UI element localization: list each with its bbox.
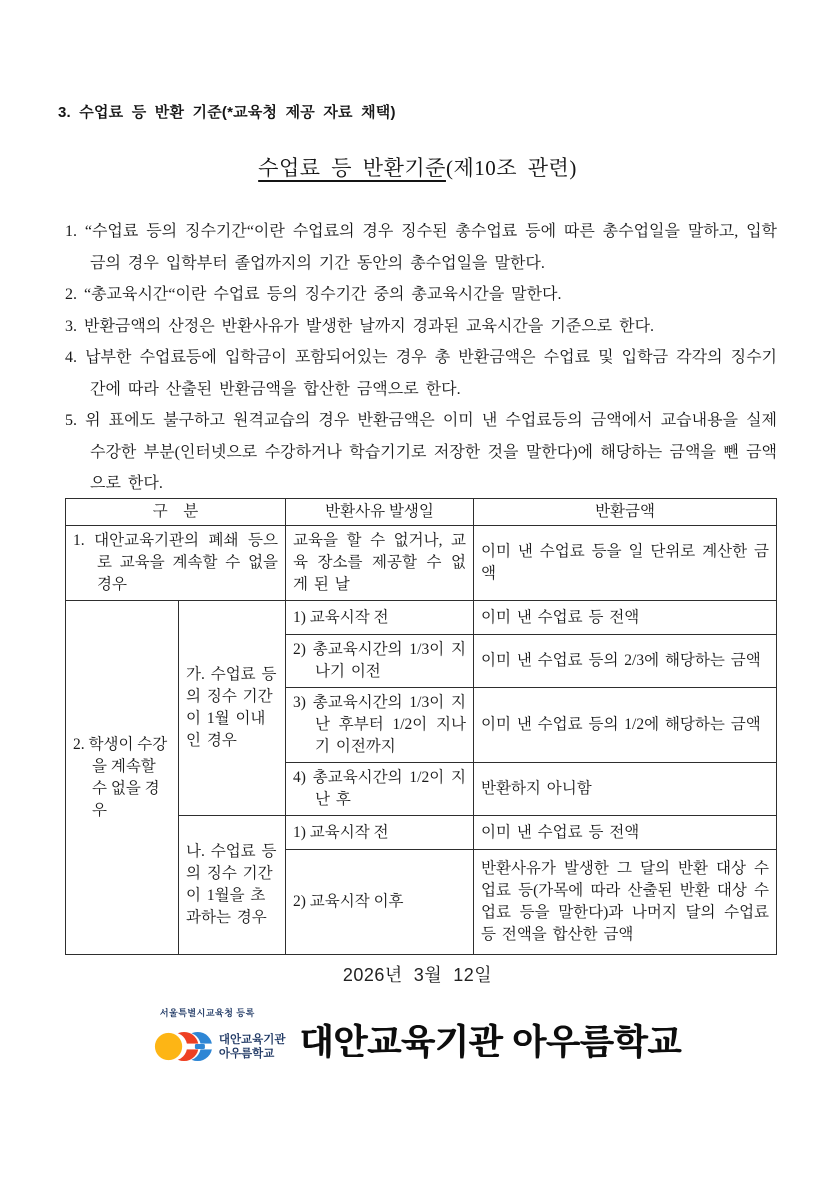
notes-list — [65, 216, 777, 500]
registration-label: 서울특별시교육청 등록 — [159, 1008, 255, 1018]
cell-a1-refund: 이미 낸 수업료 등 전액 — [474, 601, 777, 635]
cell-a2-event: 2) 총교육시간의 1/3이 지나기 이전 — [286, 635, 474, 688]
cell-b2-refund: 반환사유가 발생한 그 달의 반환 대상 수업료 등(가목에 따라 산출된 반환 대상 수업료 등을 말한다)과 나머지 달의 수업료 등 전액을 합산한 금액 — [474, 850, 777, 955]
section-heading: 3. 수업료 등 반환 기준(*교육청 제공 자료 채택) — [58, 104, 396, 121]
cell-a4-refund: 반환하지 아니함 — [474, 763, 777, 816]
cell-closure-refund: 이미 낸 수업료 등을 일 단위로 계산한 금액 — [474, 526, 777, 601]
cell-a3-refund: 이미 낸 수업료 등의 1/2에 해당하는 금액 — [474, 688, 777, 763]
note-item-2: 2. “총교육시간“이란 수업료 등의 징수기간 중의 총교육시간을 말한다. — [65, 286, 562, 303]
cell-student-category: 2. 학생이 수강을 계속할 수 없을 경우 — [66, 601, 179, 955]
school-logo-icon — [154, 1019, 214, 1074]
cell-group-a-label: 가. 수업료 등의 징수 기간이 1월 이내인 경우 — [179, 601, 286, 816]
cell-a4-event: 4) 총교육시간의 1/2이 지난 후 — [286, 763, 474, 816]
cell-group-b-label: 나. 수업료 등의 징수 기간이 1월을 초과하는 경우 — [179, 816, 286, 955]
cell-b1-refund: 이미 낸 수업료 등 전액 — [474, 816, 777, 850]
logo-caption-line1: 대안교육기관 — [218, 1033, 286, 1046]
document-title — [0, 152, 835, 182]
cell-closure-category: 1. 대안교육기관의 폐쇄 등으로 교육을 계속할 수 없을 경우 — [66, 526, 286, 601]
refund-table — [65, 498, 777, 955]
school-logo — [154, 1005, 286, 1074]
header-refund: 반환금액 — [474, 499, 777, 526]
school-name: 대안교육기관 아우름학교 — [299, 1022, 682, 1062]
cell-a2-refund: 이미 낸 수업료 등의 2/3에 해당하는 금액 — [474, 635, 777, 688]
logo-caption-line2: 아우름학교 — [218, 1047, 275, 1060]
cell-a3-event: 3) 총교육시간의 1/3이 지난 후부터 1/2이 지나기 이전까지 — [286, 688, 474, 763]
note-item-3: 3. 반환금액의 산정은 반환사유가 발생한 날까지 경과된 교육시간을 기준으로 한다. — [65, 317, 655, 335]
cell-a1-event: 1) 교육시작 전 — [286, 601, 474, 635]
table-row-closure — [66, 526, 777, 601]
note-item-4: 4. 납부한 수업료등에 입학금이 포함되어있는 경우 총 반환금액은 수업료 및 입학금 각각의 징수기간에 따라 산출된 반환금액을 합산한 금액으로 한다. — [65, 349, 777, 398]
header-event: 반환사유 발생일 — [286, 499, 474, 526]
table-header-row — [66, 499, 777, 526]
cell-closure-event: 교육을 할 수 없거나, 교육 장소를 제공할 수 없게 된 날 — [286, 526, 474, 601]
document-title-suffix: (제10조 관련) — [445, 156, 577, 180]
note-item-5: 5. 위 표에도 불구하고 원격교습의 경우 반환금액은 이미 낸 수업료등의 금액에서 교습내용을 실제 수강한 부분(인터넷으로 수강하거나 학습기기로 저장한 것을 말한다)에 해당하는 금액을 뺀 금액으로 한다. — [65, 412, 777, 492]
school-brand — [0, 1005, 835, 1074]
cell-b2-event: 2) 교육시작 이후 — [286, 850, 474, 955]
cell-b1-event: 1) 교육시작 전 — [286, 816, 474, 850]
note-item-1: 1. “수업료 등의 징수기간“이란 수업료의 경우 징수된 총수업료 등에 따른 총수업일을 말하고, 입학금의 경우 입학부터 졸업까지의 기간 동안의 총수업일을 말한다. — [65, 223, 777, 272]
header-category: 구 분 — [66, 499, 286, 526]
table-row-a1 — [66, 601, 777, 635]
issue-date: 2026년 3월 12일 — [342, 965, 493, 985]
logo-caption — [219, 1033, 286, 1061]
document-title-underlined: 수업료 등 반환기준 — [258, 156, 446, 180]
